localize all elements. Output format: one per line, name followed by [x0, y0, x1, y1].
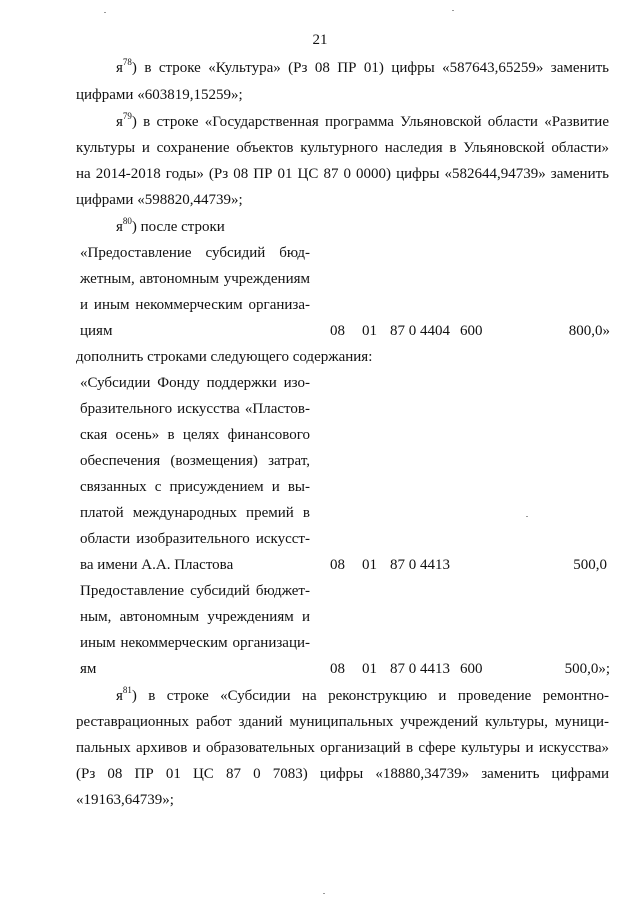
item81-line3: пальных архивов и образовательных организаций в сфере культуры и искусства»	[76, 740, 609, 756]
row3-pr: 01	[362, 661, 377, 677]
row2-desc-line4: обеспечения (возмещения) затрат,	[80, 453, 310, 469]
row2-desc-line2: бразительного искусства «Пластов-	[80, 401, 310, 417]
row3-amount: 500,0»;	[564, 661, 610, 677]
row3-vr: 600	[460, 661, 483, 677]
row2-desc-line1: «Субсидии Фонду поддержки изо-	[80, 375, 310, 391]
row2-rz: 08	[330, 557, 345, 573]
row3-rz: 08	[330, 661, 345, 677]
row2-desc-line5: связанных с присуждением и вы-	[80, 479, 310, 495]
page-number: 21	[312, 32, 328, 48]
row3-desc-line4: ям	[80, 661, 97, 677]
row2-cs: 87 0 4413	[390, 557, 450, 573]
row1-desc-line3: и иным некоммерческим организа-	[80, 297, 310, 313]
add-text: дополнить строками следующего содержания:	[76, 349, 373, 365]
row1-cs: 87 0 4404	[390, 323, 450, 339]
row1-desc-line2: жетным, автономным учреждениям	[80, 271, 310, 287]
item81-line4: (Рз 08 ПР 01 ЦС 87 0 7083) цифры «18880,34739» заменить цифрами	[76, 766, 609, 782]
item79-line2: культуры и сохранение объектов культурного наследия в Ульяновской области»	[76, 140, 609, 156]
row1-rz: 08	[330, 323, 345, 339]
row1-vr: 600	[460, 323, 483, 339]
item79-line4: цифрами «598820,44739»;	[76, 192, 243, 208]
item79-line3: на 2014-2018 годы» (Рз 08 ПР 01 ЦС 87 0 0000) цифры «582644,94739» заменить	[76, 166, 609, 182]
item81-line2: реставрационных работ зданий муниципальных учреждений культуры, муници-	[76, 714, 609, 730]
item81-line1: $я^{81}$) в строке «Субсидии на реконструкцию и проведение ремонтно-	[116, 685, 609, 704]
row1-desc-line1: «Предоставление субсидий бюд-	[80, 245, 310, 261]
item81-line5: «19163,64739»;	[76, 792, 174, 808]
row1-desc-line4: циям	[80, 323, 113, 339]
row1-amount: 800,0»	[568, 323, 610, 339]
scan-speck	[323, 893, 325, 894]
row1-pr: 01	[362, 323, 377, 339]
row3-cs: 87 0 4413	[390, 661, 450, 677]
row2-desc-line7: области изобразительного искусст-	[80, 531, 310, 547]
scan-speck	[452, 10, 454, 11]
scan-speck	[526, 516, 528, 517]
row2-desc-line3: ская осень» в целях финансового	[80, 427, 310, 443]
row3-desc-line2: ным, автономным учреждениям и	[80, 609, 310, 625]
row3-desc-line3: иным некоммерческим организаци-	[80, 635, 310, 651]
scan-speck	[104, 12, 106, 13]
item79-line1: $я^{79}$) в строке «Государственная программа Ульяновской области «Развитие	[116, 111, 609, 130]
row2-amount: 500,0	[573, 557, 607, 573]
item78-line2: цифрами «603819,15259»;	[76, 87, 243, 103]
row2-pr: 01	[362, 557, 377, 573]
row2-desc-line6: платой международных премий в	[80, 505, 310, 521]
row3-desc-line1: Предоставление субсидий бюджет-	[80, 583, 310, 599]
item78-line1: $я^{78}$) в строке «Культура» (Рз 08 ПР 01) цифры «587643,65259» заменить	[116, 57, 609, 76]
item80-line1: $я^{80}$) после строки	[116, 216, 225, 235]
row2-desc-line8: ва имени А.А. Пластова	[80, 557, 234, 573]
